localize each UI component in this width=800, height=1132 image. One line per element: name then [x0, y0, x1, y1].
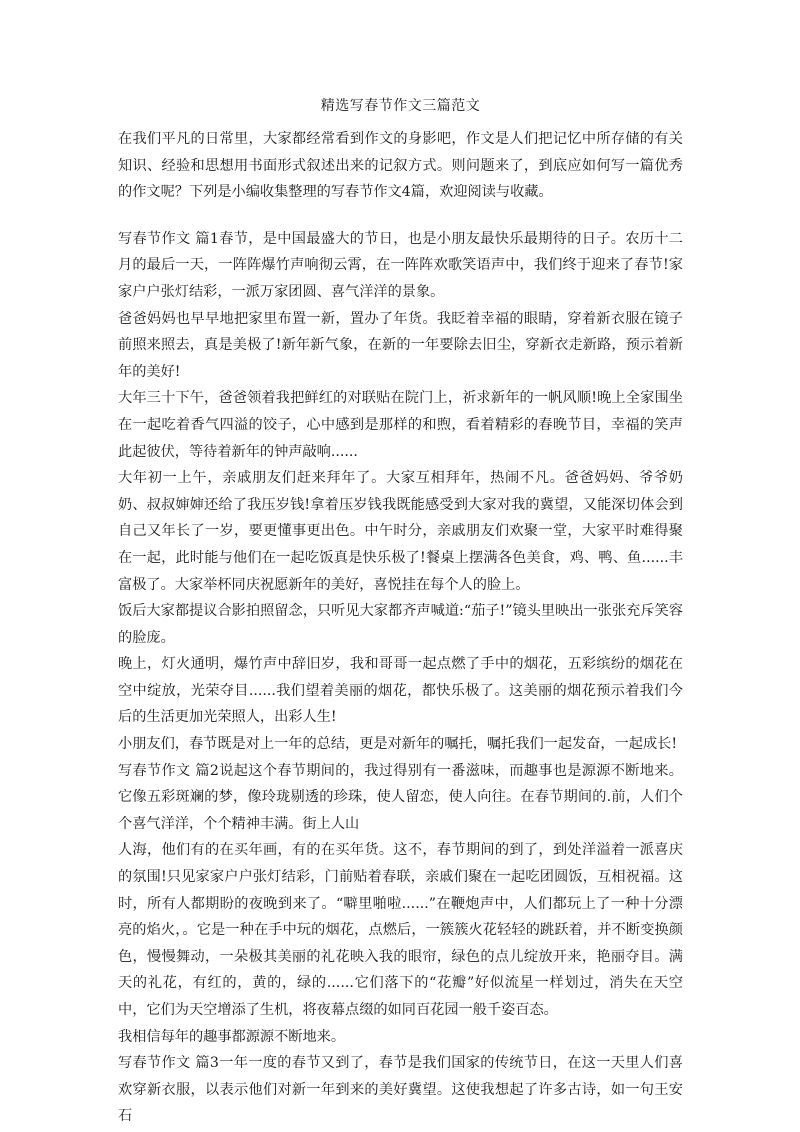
body-paragraph: 小朋友们，春节既是对上一年的总结，更是对新年的嘱托，嘱托我们一起发奋，一起成长!	[118, 736, 678, 753]
document-page	[118, 96, 683, 1130]
body-paragraph: 晚上，灯火通明，爆竹声中辞旧岁，我和哥哥一起点燃了手中的烟花，五彩缤纷的烟花在空中绽放，光荣夺目......我们望着美丽的烟花，都快乐极了。这美丽的烟花预示着我们今后的生活更加光荣照人，出彩人生!	[118, 656, 683, 726]
body-paragraph: 我相信每年的趣事都源源不断地来。	[118, 1028, 346, 1045]
body-paragraph: 大年初一上午，亲戚朋友们赶来拜年了。大家互相拜年，热闹不凡。爸爸妈妈、爷爷奶奶、叔叔婶婶还给了我压岁钱!拿着压岁钱我既能感受到大家对我的冀望，又能深切体会到自己又年长了一岁，要更懂事更出色。中午时分，亲戚朋友们欢聚一堂，大家平时难得聚在一起，此时能与他们在一起吃饭真是快乐极了!餐桌上摆满各色美食，鸡、鸭、鱼......丰富极了。大家举杯同庆祝愿新年的美好，喜悦挂在每个人的脸上。	[118, 470, 683, 593]
body-paragraph: 爸爸妈妈也早早地把家里布置一新，置办了年货。我眨着幸福的眼睛，穿着新衣服在镜子前照来照去，真是美极了!新年新气象，在新的一年要除去旧尘，穿新衣走新路，预示着新年的美好!	[118, 310, 683, 380]
body-paragraph: 写春节作文 篇3一年一度的春节又到了，春节是我们国家的传统节日，在这一天里人们喜欢穿新衣服，以表示他们对新一年到来的美好冀望。这使我想起了许多古诗，如一句王安石	[118, 1055, 683, 1125]
body-paragraph: 人海，他们有的在买年画，有的在买年货。这不，春节期间的到了，到处洋溢着一派喜庆的氛围!只见家家户户张灯结彩，门前贴着春联，亲戚们聚在一起吃团圆饭，互相祝福。这时，所有人都期盼的夜晚到来了。“噼里啪啦......”在鞭炮声中，人们都玩上了一种十分漂亮的焰火，。它是一种在手中玩的烟花，点燃后，一簇簇火花轻轻的跳跃着，并不断变换颜色，慢慢舞动，一朵极其美丽的礼花映入我的眼帘，绿色的点儿绽放开来，艳丽夺目。满天的礼花，有红的，黄的，绿的......它们落下的“花瓣”好似流星一样划过，消失在天空中，它们为天空增添了生机，将夜幕点缀的如同百花园一般千姿百态。	[118, 842, 683, 1018]
body-paragraph: 写春节作文 篇1春节，是中国最盛大的节日，也是小朋友最快乐最期待的日子。农历十二月的最后一天，一阵阵爆竹声响彻云霄，在一阵阵欢歌笑语声中，我们终于迎来了春节!家家户户张灯结彩，一派万家团圆、喜气洋洋的景象。	[118, 230, 683, 300]
body-paragraph: 写春节作文 篇2说起这个春节期间的，我过得别有一番滋味，而趣事也是源源不断地来。它像五彩斑斓的梦，像玲珑剔透的珍珠，使人留恋，使人向往。在春节期间的.前，人们个个喜气洋洋，个个精神丰满。街上人山	[118, 762, 683, 832]
document-title: 精选写春节作文三篇范文	[320, 98, 481, 114]
body-paragraph: 大年三十下午，爸爸领着我把鲜红的对联贴在院门上，祈求新年的一帆风顺!晚上全家围坐在一起吃着香气四溢的饺子，心中感到是那样的和煦，看着精彩的春晚节目，幸福的笑声此起彼伏，等待着新年的钟声敲响......	[118, 390, 683, 460]
body-paragraph: 饭后大家都提议合影拍照留念，只听见大家都齐声喊道:“茄子!”镜头里映出一张张充斥笑容的脸庞。	[118, 603, 683, 646]
intro-paragraph: 在我们平凡的日常里，大家都经常看到作文的身影吧，作文是人们把记忆中所存储的有关知识、经验和思想用书面形式叙述出来的记叙方式。则问题来了，到底应如何写一篇优秀的作文呢？下列是小编收集整理的写春节作文4篇，欢迎阅读与收藏。	[118, 131, 683, 201]
